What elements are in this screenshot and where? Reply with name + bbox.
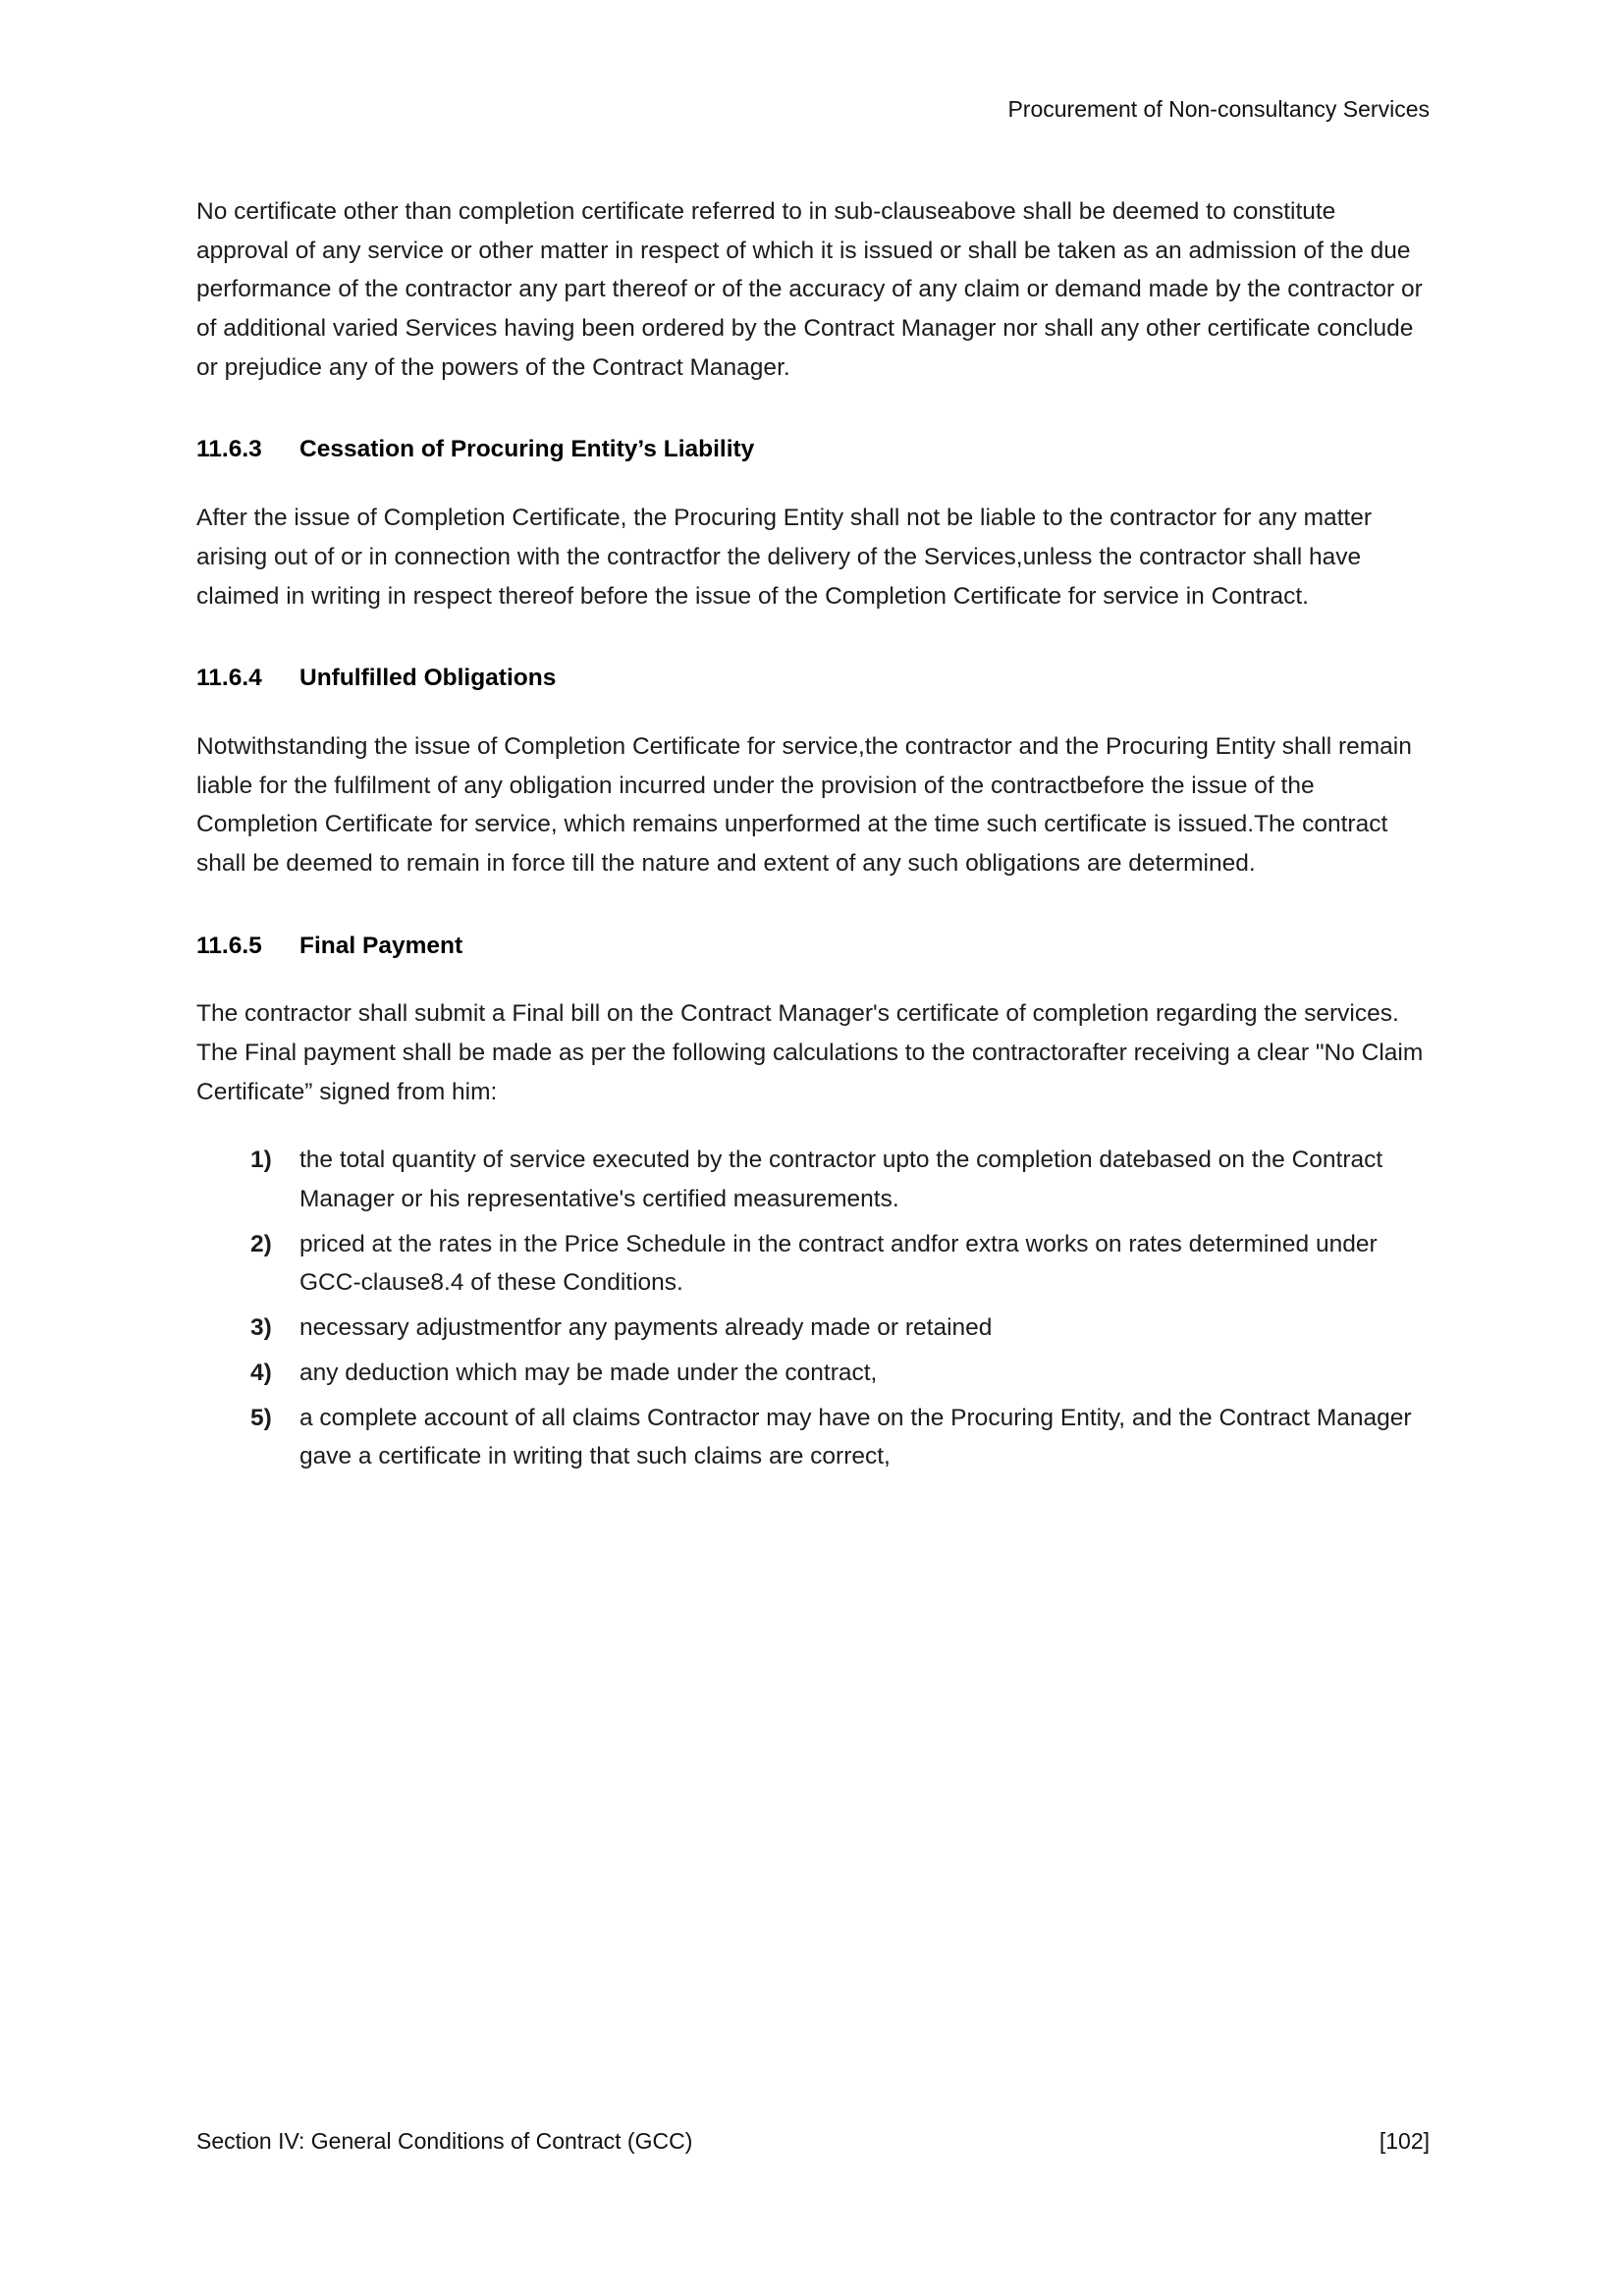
list-item-marker: 5) (250, 1404, 272, 1431)
final-payment-list (196, 1141, 1430, 1476)
list-item-text: the total quantity of service executed by the contractor upto the completion datebased on the Contract Manager or his representative's certified measurements. (299, 1147, 1383, 1213)
section-heading-11-6-3 (196, 430, 1430, 469)
section-paragraph: After the issue of Completion Certificate, the Procuring Entity shall not be liable to the contractor for any matter arising out of or in connection with the contractfor the delivery of the Services,unless the contractor shall have claimed in writing in respect thereof before the issue of the Completion Certificate for service in Contract. (196, 505, 1373, 610)
section-title: Cessation of Procuring Entity’s Liability (299, 436, 755, 463)
list-item-marker: 4) (250, 1359, 272, 1386)
intro-paragraph: No certificate other than completion certificate referred to in sub-clauseabove shall be deemed to constitute approval of any service or other matter in respect of which it is issued or shall be taken as an admission of the due performance of the contractor any part thereof or of the accuracy of any claim or demand made by the contractor or of additional varied Services having been ordered by the Contract Manager nor shall any other certificate conclude or prejudice any of the powers of the Contract Manager. (196, 198, 1423, 381)
list-item-text: a complete account of all claims Contractor may have on the Procuring Entity, and the Contract Manager gave a certificate in writing that such claims are correct, (299, 1404, 1412, 1470)
section-paragraph: The contractor shall submit a Final bill on the Contract Manager's certificate of completion regarding the services. The Final payment shall be made as per the following calculations to the contractorafter receiving a clear "No Claim Certificate” signed from him: (196, 1000, 1424, 1105)
document-content (196, 192, 1430, 1482)
list-item (250, 1141, 1430, 1218)
list-item (250, 1354, 1430, 1393)
section-heading-11-6-5 (196, 927, 1430, 966)
list-item (250, 1225, 1430, 1303)
section-heading-11-6-4 (196, 659, 1430, 698)
page-header (196, 96, 1430, 123)
section-number: 11.6.4 (196, 665, 262, 692)
list-item-text: necessary adjustmentfor any payments already made or retained (299, 1314, 993, 1342)
section-paragraph: Notwithstanding the issue of Completion Certificate for service,the contractor and the Procuring Entity shall remain liable for the fulfilment of any obligation incurred under the provision of the contractbefore the issue of the Completion Certificate for service, which remains unperformed at the time such certificate is issued.The contract shall be deemed to remain in force till the nature and extent of any such obligations are determined. (196, 732, 1412, 877)
list-item-marker: 2) (250, 1230, 272, 1257)
header-title: Procurement of Non-consultancy Services (1007, 96, 1430, 122)
list-item-text: any deduction which may be made under the contract, (299, 1359, 878, 1386)
list-item-marker: 3) (250, 1314, 272, 1342)
list-item-text: priced at the rates in the Price Schedule in the contract andfor extra works on rates determined under GCC-clause8.4 of these Conditions. (299, 1230, 1378, 1297)
page-footer (196, 2128, 1430, 2155)
section-number: 11.6.5 (196, 932, 262, 959)
section-title: Final Payment (299, 932, 463, 959)
list-item (250, 1308, 1430, 1348)
list-item (250, 1399, 1430, 1476)
section-title: Unfulfilled Obligations (299, 665, 557, 692)
footer-section-label: Section IV: General Conditions of Contract (GCC) (196, 2128, 693, 2154)
section-number: 11.6.3 (196, 436, 262, 463)
footer-page-number: [102] (1379, 2128, 1430, 2154)
list-item-marker: 1) (250, 1147, 272, 1174)
